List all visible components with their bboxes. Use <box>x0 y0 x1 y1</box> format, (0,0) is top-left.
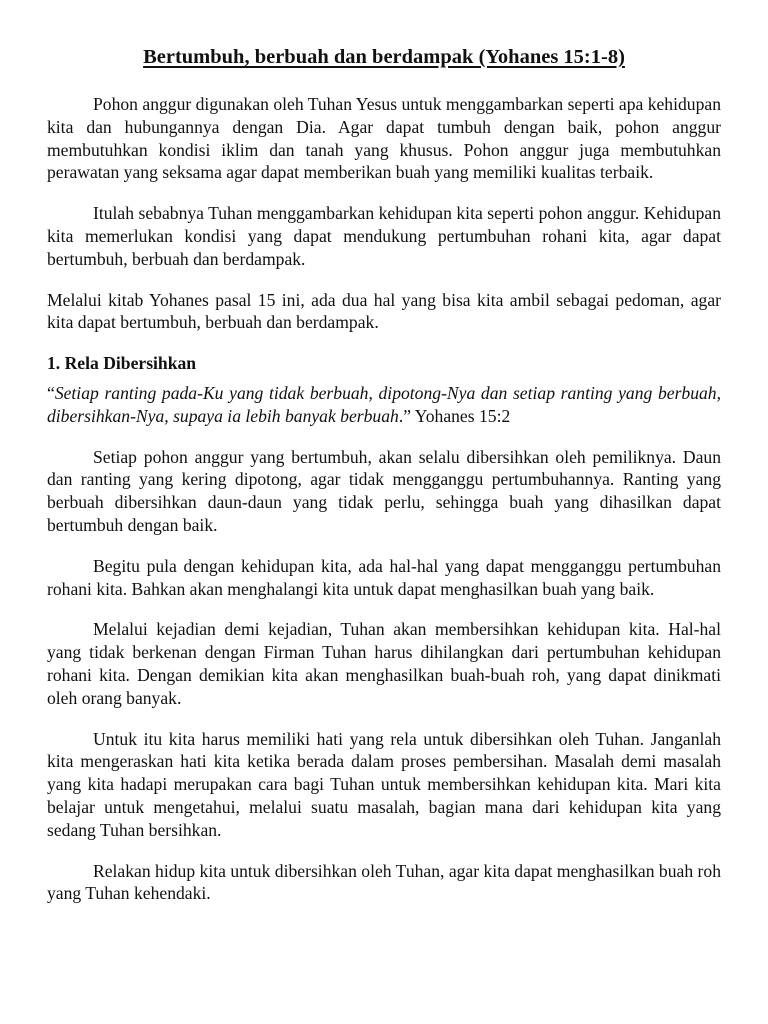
section1-paragraph-5: Relakan hidup kita untuk dibersihkan oleh Tuhan, agar kita dapat menghasilkan buah roh yang Tuhan kehendaki. <box>47 860 721 904</box>
quote-close-mark: .” <box>398 405 412 426</box>
bible-quote <box>47 382 721 428</box>
section1-paragraph-4: Untuk itu kita harus memiliki hati yang rela untuk dibersihkan oleh Tuhan. Janganlah kita mengeraskan hati kita ketika berada dalam proses pembersihan. Masalah demi masalah yang kita hadapi merupakan cara bagi Tuhan untuk membersihkan kehidupan kita. Mari kita belajar untuk mengetahui, melalui suatu masalah, bagian mana dari kehidupan kita yang sedang Tuhan bersihkan. <box>47 728 721 840</box>
section1-paragraph-3: Melalui kejadian demi kejadian, Tuhan akan membersihkan kehidupan kita. Hal-hal yang tidak berkenan dengan Firman Tuhan harus dihilangkan dari pertumbuhan kehidupan rohani kita. Dengan demikian kita akan menghasilkan buah-buah roh, yang dapat dinikmati oleh orang banyak. <box>47 619 721 708</box>
quote-text: Setiap ranting pada-Ku yang tidak berbuah, dipotong-Nya dan setiap ranting yang berbuah, dibersihkan-Nya, supaya ia lebih banyak berbuah <box>47 382 721 426</box>
quote-reference: Yohanes 15:2 <box>411 405 511 426</box>
intro-paragraph-2: Itulah sebabnya Tuhan menggambarkan kehidupan kita seperti pohon anggur. Kehidupan kita memerlukan kondisi yang dapat mendukung pertumbuhan rohani kita, agar dapat bertumbuh, berbuah dan berdampak. <box>47 203 721 269</box>
intro-paragraph-3: Melalui kitab Yohanes pasal 15 ini, ada dua hal yang bisa kita ambil sebagai pedoman, agar kita dapat bertumbuh, berbuah dan berdampak. <box>47 289 721 333</box>
section-heading-rela-dibersihkan: 1. Rela Dibersihkan <box>47 353 197 374</box>
section1-paragraph-1: Setiap pohon anggur yang bertumbuh, akan selalu dibersihkan oleh pemiliknya. Daun dan ranting yang kering dipotong, agar tidak mengganggu pertumbuhannya. Ranting yang berbuah dibersihkan daun-daun yang tidak perlu, sehingga buah yang dihasilkan dapat bertumbuh dengan baik. <box>47 446 721 535</box>
section1-paragraph-2: Begitu pula dengan kehidupan kita, ada hal-hal yang dapat mengganggu pertumbuhan rohani kita. Bahkan akan menghalangi kita untuk dapat menghasilkan buah yang baik. <box>47 555 721 599</box>
intro-paragraph-1: Pohon anggur digunakan oleh Tuhan Yesus untuk menggambarkan seperti apa kehidupan kita dan hubungannya dengan Dia. Agar dapat tumbuh dengan baik, pohon anggur membutuhkan kondisi iklim dan tanah yang khusus. Pohon anggur juga membutuhkan perawatan yang seksama agar dapat memberikan buah yang memiliki kualitas terbaik. <box>47 94 721 183</box>
quote-open-mark: “ <box>47 382 55 403</box>
document-title: Bertumbuh, berbuah dan berdampak (Yohanes 15:1-8) <box>143 46 625 68</box>
